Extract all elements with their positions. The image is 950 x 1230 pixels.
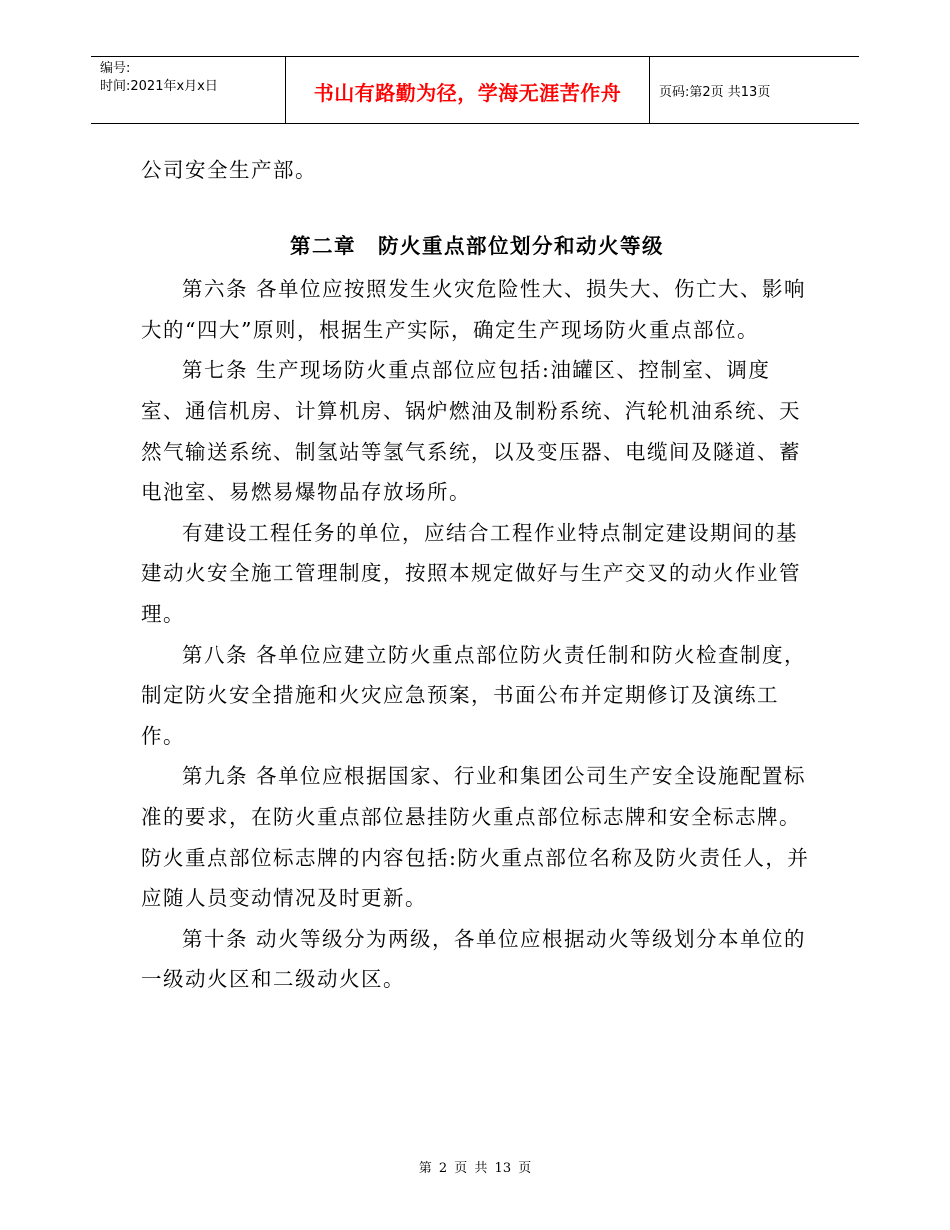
document-body [141,150,813,1000]
document-time-label: 时间:2021年x月x日 [100,79,218,94]
page-header [91,56,859,124]
article-paragraph: 第九条 各单位应根据国家、行业和集团公司生产安全设施配置标准的要求，在防火重点部位悬挂防火重点部位标志牌和安全标志牌。防火重点部位标志牌的内容包括:防火重点部位名称及防火责任人，并应随人员变动情况及时更新。 [141,764,810,911]
header-page-info: 页码:第2页 共13页 [659,85,771,100]
document-number-label: 编号: [100,61,131,76]
header-motto: 书山有路勤为径，学海无涯苦作舟 [313,81,622,105]
article-paragraph: 有建设工程任务的单位，应结合工程作业特点制定建设期间的基建动火安全施工管理制度，按照本规定做好与生产交叉的动火作业管理。 [141,520,801,626]
article-paragraph: 第十条 动火等级分为两级，各单位应根据动火等级划分本单位的一级动火区和二级动火区。 [141,926,807,992]
header-divider [649,57,650,123]
chapter-title: 第二章 防火重点部位划分和动火等级 [290,233,664,258]
header-meta [100,60,218,96]
page-footer: 第 2 页 共 13 页 [418,1161,532,1176]
article-paragraph: 第八条 各单位应建立防火重点部位防火责任制和防火检查制度，制定防火安全措施和火灾应急预案，书面公布并定期修订及演练工作。 [141,642,807,748]
article-paragraph: 第七条 生产现场防火重点部位应包括:油罐区、控制室、调度室、通信机房、计算机房、锅炉燃油及制粉系统、汽轮机油系统、天然气输送系统、制氢站等氢气系统，以及变压器、电缆间及隧道、蓄电池室、易燃易爆物品存放场所。 [141,358,801,505]
article-paragraph: 第六条 各单位应按照发生火灾危险性大、损失大、伤亡大、影响大的“四大”原则，根据生产实际，确定生产现场防火重点部位。 [141,277,807,342]
lead-text: 公司安全生产部。 [141,158,317,182]
